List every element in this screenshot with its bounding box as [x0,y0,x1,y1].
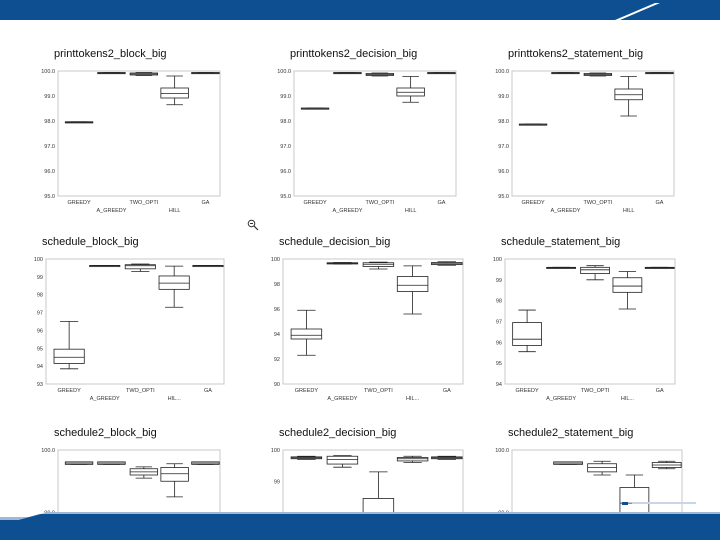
y-tick-label: 99.0 [44,94,55,100]
y-tick-label: 100.0 [495,448,509,454]
chart-title: schedule_decision_big [279,236,391,248]
box-a-greedy [547,267,576,268]
x-tick-label: GA [442,388,451,394]
x-tick-label: HILL [622,208,635,214]
y-tick-label: 100 [492,257,502,263]
y-tick-label: 99.0 [280,94,291,100]
box-hill [397,77,425,103]
x-tick-label: GREEDY [303,200,327,206]
box-ga [192,462,220,465]
y-tick-label: 94 [495,382,502,388]
y-tick-label: 97 [36,310,43,317]
box-ga [428,73,456,74]
y-tick-label: 95.0 [44,194,55,200]
box-greedy [301,108,329,109]
x-tick-label: HIL... [620,396,634,402]
y-tick-label: 98.0 [44,119,55,125]
chart-plot [36,444,224,504]
y-tick-label: 96 [273,307,280,313]
y-tick-label: 92 [273,357,280,363]
box-greedy [291,456,322,459]
y-tick-label: 95 [495,361,502,368]
iqr-box [327,456,358,464]
y-tick-label: 90 [273,382,280,388]
y-tick-label: 99 [273,479,280,486]
x-tick-label: GREEDY [521,200,545,206]
y-tick-label: 96.0 [498,169,509,175]
x-tick-label: A_GREEDY [546,396,577,402]
footer-mark [622,500,698,508]
x-tick-label: A_GREEDY [96,208,127,214]
chart-panel [490,48,715,240]
header-banner [0,0,720,22]
box-two-opti [130,73,158,76]
y-tick-label: 94 [36,364,43,371]
chart-title: printtokens2_statement_big [508,48,644,60]
x-tick-label: TWO_OPTI [365,200,395,206]
box-ga [193,265,223,266]
box-greedy [54,322,84,369]
chart-plot [36,65,224,215]
chart-plot [268,253,467,403]
box-greedy [65,122,93,123]
x-tick-label: GREEDY [294,388,319,394]
y-tick-label: 98.0 [280,119,291,125]
x-tick-label: GREEDY [57,388,81,394]
iqr-box [161,88,189,98]
y-tick-label: 100.0 [495,69,509,75]
box-greedy [513,310,542,352]
y-tick-label: 99.0 [498,94,509,100]
y-tick-label: 99 [495,277,502,284]
box-hill [161,76,189,105]
y-tick-label: 96.0 [280,169,291,175]
box-two-opti [588,461,617,475]
chart-panel [490,427,715,504]
plot-frame [58,71,220,196]
y-tick-label: 100 [270,257,280,263]
y-tick-label: 97.0 [280,144,291,150]
y-tick-label: 97 [495,319,502,326]
chart-panel [268,236,493,428]
chart-plot [268,444,467,504]
box-hill [397,266,428,314]
x-tick-label: GA [655,200,664,206]
y-tick-label: 100.0 [277,69,291,75]
y-tick-label: 98 [273,282,280,288]
box-hill [397,456,428,462]
iqr-box [159,276,189,289]
box-ga [646,73,674,74]
y-tick-label: 96 [495,340,502,347]
x-tick-label: GA [437,200,446,206]
box-a-greedy [327,456,358,468]
x-tick-label: TWO_OPTI [364,388,393,394]
box-ga [645,267,674,268]
x-tick-label: GREEDY [67,200,91,206]
chart-panel [490,236,715,428]
y-tick-label: 96 [36,328,43,335]
chart-plot [490,444,686,504]
x-tick-label: GA [204,388,212,394]
x-tick-label: GREEDY [515,388,539,394]
y-tick-label: 95 [36,346,43,353]
chart-panel [36,48,261,240]
plot-frame [512,71,674,196]
y-tick-label: 95.0 [280,194,291,200]
iqr-box [397,458,428,461]
iqr-box [397,277,428,292]
iqr-box [125,265,155,269]
box-hill [613,272,642,310]
box-hill [159,266,189,307]
y-tick-label: 95.0 [498,194,509,200]
x-tick-label: TWO_OPTI [129,200,159,206]
plot-frame [505,259,675,384]
iqr-box [513,323,542,346]
x-tick-label: GA [201,200,210,206]
x-tick-label: HIL... [406,396,420,402]
chart-title: printtokens2_decision_big [290,48,418,60]
plot-frame [294,71,456,196]
box-a-greedy [554,462,583,465]
box-ga [652,461,681,469]
box-two-opti [363,262,394,269]
chart-plot [490,65,678,215]
plot-frame [283,259,463,384]
box-a-greedy [90,265,120,266]
chart-panel [268,427,493,504]
chart-title: schedule2_decision_big [279,427,397,439]
y-tick-label: 100 [270,448,280,454]
chart-plot [272,65,460,215]
y-tick-label: 98.0 [498,119,509,125]
x-tick-label: GA [655,388,664,394]
box-hill [615,77,643,117]
iqr-box [613,278,642,293]
box-two-opti [366,73,394,76]
x-tick-label: HILL [168,208,181,214]
chart-panel [31,236,256,428]
box-ga [192,73,220,74]
chart-title: schedule_statement_big [501,236,621,248]
y-tick-label: 100.0 [41,448,55,454]
x-tick-label: TWO_OPTI [125,388,155,394]
chart-panel [272,48,497,240]
chart-plot [31,253,228,403]
chart-title: printtokens2_block_big [54,48,167,60]
y-tick-label: 98 [36,292,43,299]
chart-panel [36,427,261,504]
chart-title: schedule2_block_big [54,427,157,439]
chart-plot [490,253,679,403]
box-two-opti [130,467,158,478]
y-tick-label: 97.0 [44,144,55,150]
iqr-box [161,468,189,482]
y-tick-label: 97.0 [498,144,509,150]
box-hill [161,464,189,497]
box-two-opti [581,266,610,280]
y-tick-label: 96.0 [44,169,55,175]
box-two-opti [584,73,612,76]
box-a-greedy [327,263,358,265]
box-ga [432,262,463,266]
x-tick-label: TWO_OPTI [580,388,610,394]
x-tick-label: A_GREEDY [550,208,581,214]
x-tick-label: HILL [404,208,417,214]
y-tick-label: 94 [273,332,280,338]
footer-banner [0,500,720,540]
box-a-greedy [98,73,126,74]
box-greedy [65,462,93,465]
box-greedy [291,310,322,355]
box-two-opti [125,264,155,272]
y-tick-label: 99 [36,274,43,281]
y-tick-label: 100.0 [41,69,55,75]
iqr-box [581,267,610,273]
chart-title: schedule2_statement_big [508,427,634,439]
x-tick-label: A_GREEDY [332,208,363,214]
iqr-box [54,349,84,363]
y-tick-label: 98 [495,298,502,305]
box-a-greedy [98,462,126,465]
y-tick-label: 93 [36,382,43,388]
x-tick-label: HIL... [167,396,181,402]
box-a-greedy [552,73,580,74]
x-tick-label: TWO_OPTI [583,200,613,206]
chart-title: schedule_block_big [42,236,139,248]
box-ga [432,456,463,459]
y-tick-label: 100 [33,257,43,263]
box-greedy [519,124,547,125]
box-a-greedy [334,73,362,74]
x-tick-label: A_GREEDY [89,396,120,402]
x-tick-label: A_GREEDY [327,396,358,402]
iqr-box [291,329,322,339]
